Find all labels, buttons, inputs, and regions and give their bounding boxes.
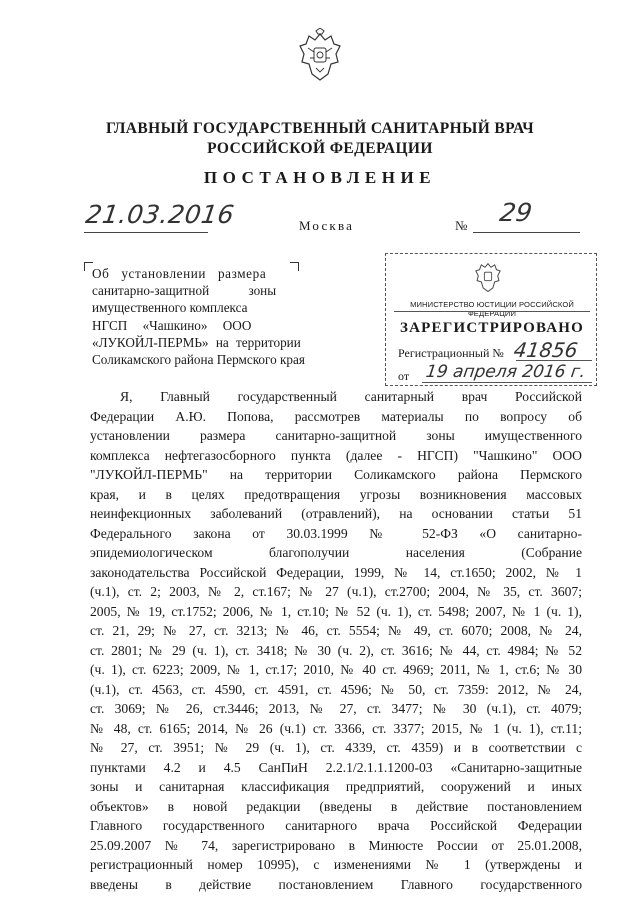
body-line: Я, Главный государственный санитарный врач Российской: [120, 389, 582, 404]
document-type-title: ПОСТАНОВЛЕНИЕ: [203, 168, 437, 187]
date-underline: [84, 232, 208, 233]
body-line: пунктами 4.2 и 4.5 СанПиН 2.2.1/2.1.1.1200-03 «Санитарно-защитные: [90, 759, 582, 775]
decree-body: [90, 387, 582, 894]
body-line: Федерации А.Ю. Попова, рассмотрев материалы по вопросу об: [90, 408, 582, 424]
authority-title-line2: РОССИЙСКОЙ ФЕДЕРАЦИИ: [207, 140, 433, 157]
body-line: комплекса нефтегазосборного пункта (далее - НГСП) "Чашкино" ООО: [90, 447, 582, 463]
subject-line: Соликамского района Пермского края: [92, 352, 305, 368]
decree-number: 29: [497, 198, 534, 227]
stamp-divider: [394, 311, 590, 312]
decree-subject: [92, 265, 362, 368]
body-line: 2005, № 19, ст.1752; 2006, № 1, ст.10; № 52 (ч. 1), ст. 5498; 2007, № 1 (ч. 1),: [90, 603, 582, 619]
body-line: № 27, ст. 3951; № 29 (ч. 1), ст. 4339, ст. 4359) и в соответствии с: [90, 740, 582, 755]
subject-line: НГСП «Чашкино» ООО: [92, 317, 252, 333]
body-line: введены в действие постановлением Главного государственного: [90, 876, 582, 892]
stamp-from-label: от: [398, 369, 410, 383]
stamp-regno-label: Регистрационный №: [398, 346, 504, 360]
number-sign: №: [455, 218, 468, 233]
subject-line: Об установлении размера: [92, 266, 267, 281]
body-line: (ч.1), ст. 2; 2003, № 2, ст.167; № 27 (ч.1), ст.2700; 2004, № 35, ст. 3607;: [90, 584, 582, 599]
body-line: неинфекционных заболеваний (отравлений), на основании статьи 51: [90, 506, 582, 521]
body-line: (ч.1), ст. 4563, ст. 4590, ст. 4591, ст. 4596; № 50, ст. 7359: 2012, № 24,: [90, 681, 582, 697]
stamp-registered-label: ЗАРЕГИСТРИРОВАНО: [400, 320, 584, 336]
russian-coat-of-arms-icon: [474, 260, 502, 294]
authority-title-line1: ГЛАВНЫЙ ГОСУДАРСТВЕННЫЙ САНИТАРНЫЙ ВРАЧ: [105, 120, 535, 137]
body-line: объектов» в новой редакции (введены в действие постановлением: [90, 798, 582, 814]
registration-stamp: [385, 253, 597, 386]
body-line: "ЛУКОЙЛ-ПЕРМЬ" на территории Соликамского района Пермского: [90, 467, 582, 482]
body-line: регистрационный номер 10995), с изменениями № 1 (утверждены и: [90, 857, 582, 872]
stamp-ministry-name: МИНИСТЕРСТВО ЮСТИЦИИ РОССИЙСКОЙ ФЕДЕРАЦИИ: [410, 300, 574, 318]
body-line: ст. 2801; № 29 (ч. 1), ст. 3418; № 30 (ч. 2), ст. 3616; № 44, ст. 4984; № 52: [90, 642, 582, 658]
stamp-from-value: 19 апреля 2016 г.: [424, 362, 587, 382]
subject-line: санитарно-защитной зоны: [92, 283, 277, 299]
body-line: ст. 21, 29; № 27, ст. 3213; № 46, ст. 5554; № 49, ст. 6070; 2008, № 24,: [90, 623, 582, 638]
subject-line: «ЛУКОЙЛ-ПЕРМЬ» на территории: [92, 334, 301, 350]
stamp-regno-underline: [516, 360, 592, 361]
subject-line: имущественного комплекса: [92, 300, 248, 316]
body-line: зоны и санитарная классификация предприятий, сооружений и иных: [90, 779, 582, 794]
body-line: № 48, ст. 6165; 2014, № 26 (ч.1) ст. 3366, ст. 3377; 2015, № 1 (ч. 1), ст.11;: [90, 720, 582, 736]
stamp-regno-value: 41856: [512, 338, 580, 362]
number-underline: [473, 232, 580, 233]
body-line: эпидемиологическом благополучии населения (Собрание: [90, 545, 582, 560]
decree-date: 21.03.2016: [83, 200, 237, 229]
body-line: ст. 3069; № 26, ст.3446; 2013, № 27, ст. 3477; № 30 (ч.1), ст. 4079;: [90, 701, 582, 716]
body-line: края, и в целях предотвращения угрозы возникновения массовых: [90, 486, 582, 502]
russian-coat-of-arms-icon: [298, 28, 342, 84]
body-line: (ч. 1), ст. 6223; 2009, № 1, ст.17; 2010, № 40 ст. 4969; 2011, № 1, ст.6; № 30: [90, 662, 582, 677]
body-line: законодательства Российской Федерации, 1999, № 14, ст.1650; 2002, № 1: [90, 564, 582, 580]
city-label: Москва: [299, 218, 355, 233]
stamp-from-underline: [422, 382, 592, 383]
body-line: Федерального закона от 30.03.1999 № 52-ФЗ «О санитарно-: [90, 525, 582, 541]
body-line: установлении размера санитарно-защитной зоны имущественного: [90, 428, 582, 443]
body-line: Главного государственного санитарного врача Российской Федерации: [90, 818, 582, 833]
body-line: 25.09.2007 № 74, зарегистрировано в Минюсте России от 25.01.2008,: [90, 837, 582, 853]
